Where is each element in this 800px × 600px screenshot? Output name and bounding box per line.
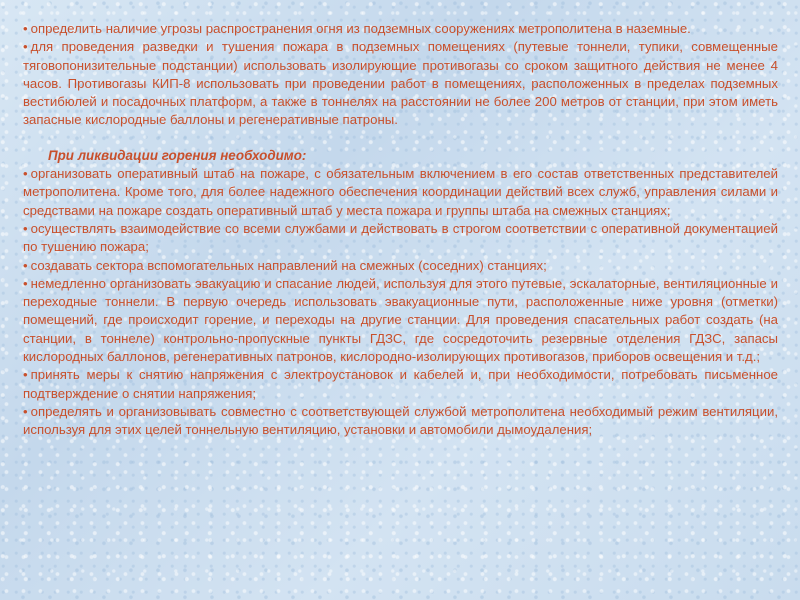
bullet-marker: • — [23, 21, 28, 36]
section-heading: При ликвидации горения необходимо: — [48, 147, 307, 163]
list-item-text: немедленно организовать эвакуацию и спасание людей, используя для этого путевые, эскалаторные, вентиляционные и переходные тоннели. В первую очередь использовать эвакуационные пути, расположенные ниже уровня (отметки) помещений, где происходит горение, и переходы на другие станции. Для проведения спасательных работ создать (на станции, в тоннеле) контрольно-пропускные пункты ГДЗС, где сосредоточить резервные отделения ГДЗС, запасы кислородных баллонов, регенеративных патронов, кислородно-изолирующих противогазов, приборов освещения и т.д.; — [23, 275, 778, 365]
list-item — [23, 220, 778, 257]
list-item-text: осуществлять взаимодействие со всеми службами и действовать в строгом соответствии с оперативной документацией по тушению пожара; — [23, 220, 778, 255]
list-item — [23, 366, 778, 403]
bullet-marker: • — [23, 367, 28, 383]
list-item-text: организовать оперативный штаб на пожаре, с обязательным включением в его состав ответственных представителей метрополитена. Кроме того, для более надежного обеспечения координации действий всех служб, управления силами и средствами на пожаре создать оперативный штаб у места пожара и группы штаба на смежных станциях; — [23, 166, 778, 218]
bullet-marker: • — [23, 403, 28, 419]
list-item-text: создавать сектора вспомогательных направлений на смежных (соседних) станциях; — [30, 257, 547, 273]
list-item-text: принять меры к снятию напряжения с электроустановок и кабелей и, при необходимости, потребовать письменное подтверждение о снятии напряжения; — [23, 367, 778, 401]
bullet-marker: • — [23, 257, 28, 273]
intro-text-2: для проведения разведки и тушения пожара в подземных помещениях (путевые тоннели, тупики, совмещенные тяговопонизительные подстанции) использовать изолирующие противогазы со сроком защитного действия не менее 4 часов. Противогазы КИП-8 использовать при проведении работ в помещениях, расположенных в пределах подземных вестибюлей и посадочных платформ, а также в тоннелях на расстоянии не более 200 метров от станции, при этом иметь запасные кислородные баллоны и регенеративные патроны. — [23, 39, 778, 128]
intro-paragraph-2 — [23, 38, 778, 129]
intro-paragraph-1 — [23, 20, 778, 38]
list-item — [23, 165, 778, 220]
list-item — [23, 403, 778, 440]
bullet-marker: • — [23, 39, 28, 55]
list-item — [23, 257, 778, 275]
bullet-marker: • — [23, 166, 28, 182]
list-item-text: определять и организовывать совместно с соответствующей службой метрополитена необходимый режим вентиляции, используя для этих целей тоннельную вентиляцию, установки и автомобили дымоудаления; — [23, 403, 778, 438]
list-item — [23, 275, 778, 366]
intro-text-1: определить наличие угрозы распространения огня из подземных сооружениях метрополитена в наземные. — [30, 21, 691, 36]
bullet-marker: • — [23, 220, 28, 236]
bullet-marker: • — [23, 275, 28, 291]
